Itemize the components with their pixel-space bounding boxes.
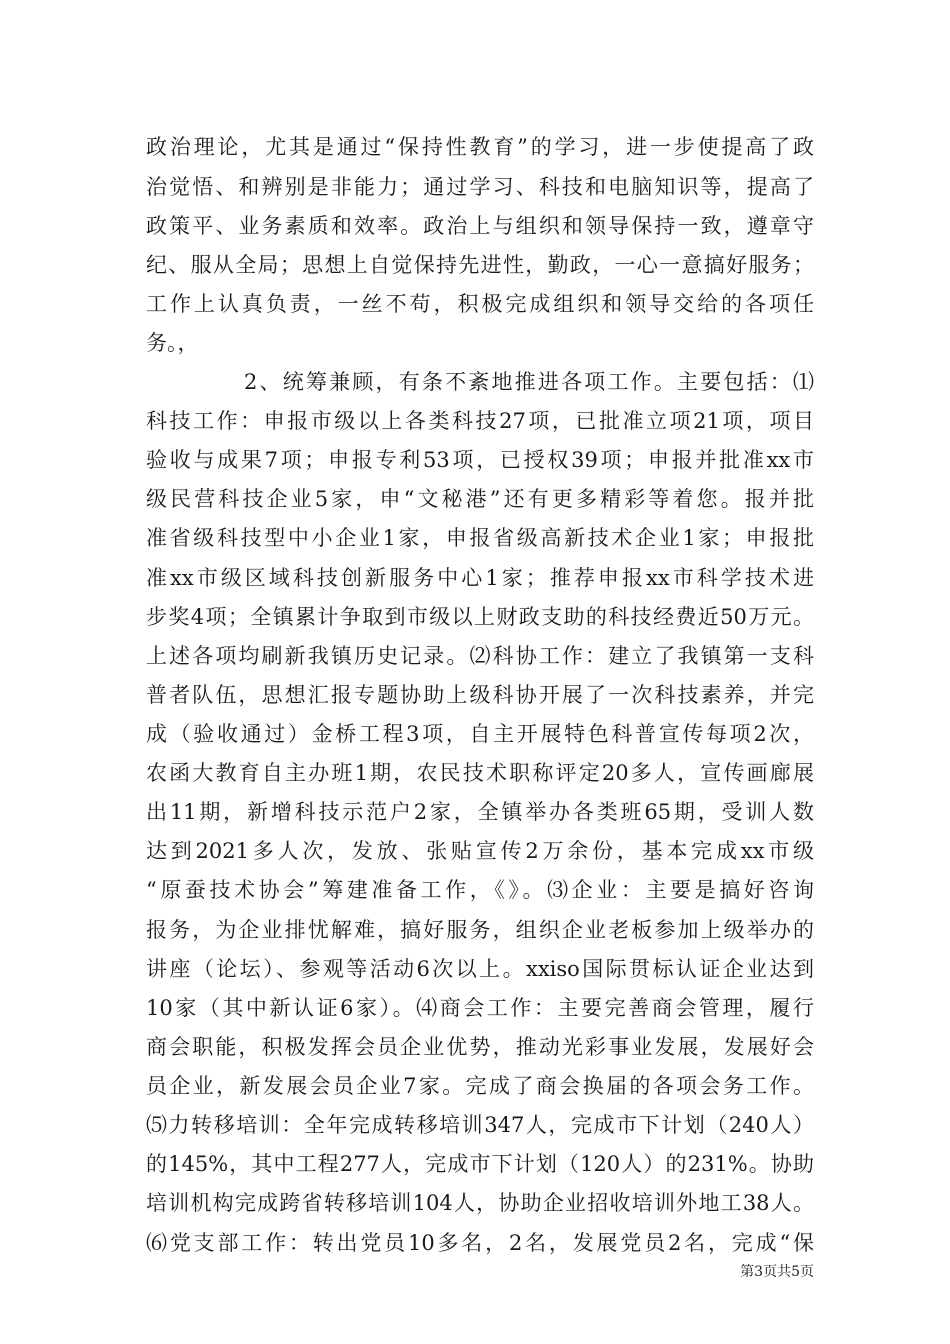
text-line: 10家（其中新认证6家）。⑷商会工作：主要完善商会管理，履行 bbox=[146, 996, 814, 1020]
text-line: 商会职能，积极发挥会员企业优势，推动光彩事业发展，发展好会 bbox=[146, 1035, 814, 1059]
text-line: 级民营科技企业5家，申“文秘港”还有更多精彩等着您。报并批 bbox=[146, 487, 814, 511]
text-line: “原蚕技术协会”筹建准备工作，《》。⑶企业：主要是搞好咨询 bbox=[146, 878, 814, 902]
text-line: ⑸力转移培训：全年完成转移培训347人，完成市下计划（240人） bbox=[146, 1113, 814, 1137]
text-line: 普者队伍，思想汇报专题协助上级科协开展了一次科技素养，并完 bbox=[146, 683, 814, 707]
text-line: 农函大教育自主办班1期，农民技术职称评定20多人，宣传画廊展 bbox=[146, 761, 814, 785]
text-line: 报务，为企业排忧解难，搞好服务，组织企业老板参加上级举办的 bbox=[146, 918, 814, 942]
text-line: 培训机构完成跨省转移培训104人，协助企业招收培训外地工38人。 bbox=[146, 1191, 814, 1215]
text-line: 出11期，新增科技示范户2家，全镇举办各类班65期，受训人数 bbox=[146, 800, 814, 824]
text-line: 达到2021多人次，发放、张贴宣传2万余份，基本完成xx市级 bbox=[146, 839, 814, 863]
text-line: ⑹党支部工作：转出党员10多名，2名，发展党员2名，完成“保 bbox=[146, 1231, 814, 1255]
text-line: 成（验收通过）金桥工程3项，自主开展特色科普宣传每项2次， bbox=[146, 722, 814, 746]
text-line: 2、统筹兼顾，有条不紊地推进各项工作。主要包括：⑴ bbox=[244, 370, 814, 394]
text-line: 讲座（论坛）、参观等活动6次以上。xxiso国际贯标认证企业达到 bbox=[146, 957, 814, 981]
text-line: 务。， bbox=[146, 331, 199, 355]
text-line: 治觉悟、和辨别是非能力；通过学习、科技和电脑知识等，提高了 bbox=[146, 175, 814, 199]
text-line: 纪、服从全局；思想上自觉保持先进性，勤政，一心一意搞好服务； bbox=[146, 253, 814, 277]
page-number: 第3页共5页 bbox=[740, 1264, 814, 1280]
text-line: 员企业，新发展会员企业7家。完成了商会换届的各项会务工作。 bbox=[146, 1074, 814, 1098]
text-line: 工作上认真负责，一丝不苟，积极完成组织和领导交给的各项任 bbox=[146, 292, 814, 316]
text-line: 验收与成果7项；申报专利53项，已授权39项；申报并批准xx市 bbox=[146, 448, 814, 472]
text-line: 步奖4项；全镇累计争取到市级以上财政支助的科技经费近50万元。 bbox=[146, 605, 814, 629]
text-line: 科技工作：申报市级以上各类科技27项，已批准立项21项，项目 bbox=[146, 409, 814, 433]
text-line: 上述各项均刷新我镇历史记录。⑵科协工作：建立了我镇第一支科 bbox=[146, 644, 814, 668]
text-line: 政治理论，尤其是通过“保持性教育”的学习，进一步使提高了政 bbox=[146, 135, 814, 159]
text-line: 政策平、业务素质和效率。政治上与组织和领导保持一致，遵章守 bbox=[146, 214, 814, 238]
text-line: 准省级科技型中小企业1家，申报省级高新技术企业1家；申报批 bbox=[146, 526, 814, 550]
text-line: 准xx市级区域科技创新服务中心1家；推荐申报xx市科学技术进 bbox=[146, 566, 814, 590]
text-line: 的145%，其中工程277人，完成市下计划（120人）的231%。协助 bbox=[146, 1152, 814, 1176]
